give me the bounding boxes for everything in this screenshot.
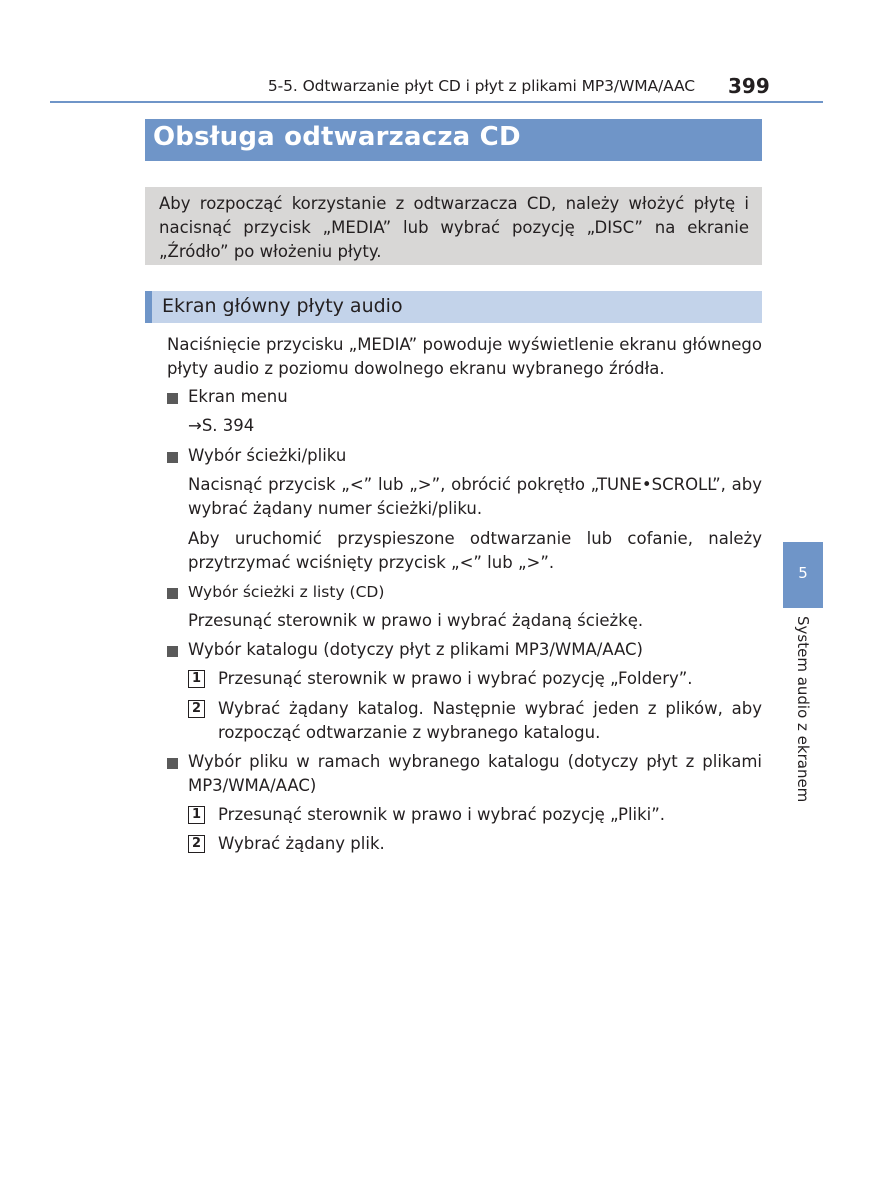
item-label: Wybór ścieżki z listy (CD) — [188, 583, 385, 601]
item-label: Wybór ścieżki/pliku — [188, 446, 347, 465]
step-number-badge: 2 — [188, 700, 205, 718]
list-item — [167, 750, 762, 798]
step-number-badge: 1 — [188, 670, 205, 688]
step-text: Przesunąć sterownik w prawo i wybrać pozycję „Pliki”. — [218, 805, 666, 824]
step-number-badge: 2 — [188, 835, 205, 853]
chapter-title: System audio z ekranem — [794, 616, 812, 803]
item-label: Wybór katalogu (dotyczy płyt z plikami MP3/WMA/AAC) — [188, 640, 643, 659]
item-label: Wybór pliku w ramach wybranego katalogu (dotyczy płyt z plikami MP3/WMA/AAC) — [188, 752, 762, 795]
page-reference-link[interactable]: →S. 394 — [188, 416, 255, 435]
chapter-tab[interactable] — [783, 542, 823, 608]
header-section-reference: 5-5. Odtwarzanie płyt CD i płyt z plikami MP3/WMA/AAC — [267, 77, 695, 95]
square-bullet-icon — [167, 758, 178, 769]
step-text: Wybrać żądany katalog. Następnie wybrać jeden z plików, aby rozpocząć odtwarzanie z wybranego katalogu. — [218, 699, 762, 742]
step-text: Przesunąć sterownik w prawo i wybrać pozycję „Foldery”. — [218, 669, 693, 688]
step-text: Wybrać żądany plik. — [218, 834, 385, 853]
square-bullet-icon — [167, 393, 178, 404]
intro-box — [145, 187, 762, 265]
section-banner — [145, 119, 762, 161]
subsection-intro: Naciśnięcie przycisku „MEDIA” powoduje wyświetlenie ekranu głównego płyty audio z poziomu dowolnego ekranu wybranego źródła. — [167, 335, 762, 378]
chapter-number: 5 — [798, 564, 808, 582]
item-paragraph: Aby uruchomić przyspieszone odtwarzanie lub cofanie, należy przytrzymać wciśnięty przycisk „<” lub „>”. — [188, 529, 762, 572]
square-bullet-icon — [167, 646, 178, 657]
section-title: Obsługa odtwarzacza CD — [153, 122, 521, 152]
subsection-accent-bar — [145, 291, 152, 323]
item-label: Ekran menu — [188, 387, 288, 406]
subsection-banner — [145, 291, 762, 323]
intro-text: Aby rozpocząć korzystanie z odtwarzacza CD, należy włożyć płytę i nacisnąć przycisk „MEDIA” lub wybrać pozycję „DISC” na ekranie „Źródło” po włożeniu płyty. — [159, 194, 749, 261]
square-bullet-icon — [167, 588, 178, 599]
item-paragraph: Nacisnąć przycisk „<” lub „>”, obrócić pokrętło „TUNE•SCROLL”, aby wybrać żądany numer ścieżki/pliku. — [188, 475, 762, 518]
subsection-title: Ekran główny płyty audio — [162, 295, 403, 317]
square-bullet-icon — [167, 452, 178, 463]
step-number-badge: 1 — [188, 806, 205, 824]
item-paragraph: Przesunąć sterownik w prawo i wybrać żądaną ścieżkę. — [188, 611, 644, 630]
page-number: 399 — [728, 74, 770, 98]
header-divider — [50, 101, 823, 103]
